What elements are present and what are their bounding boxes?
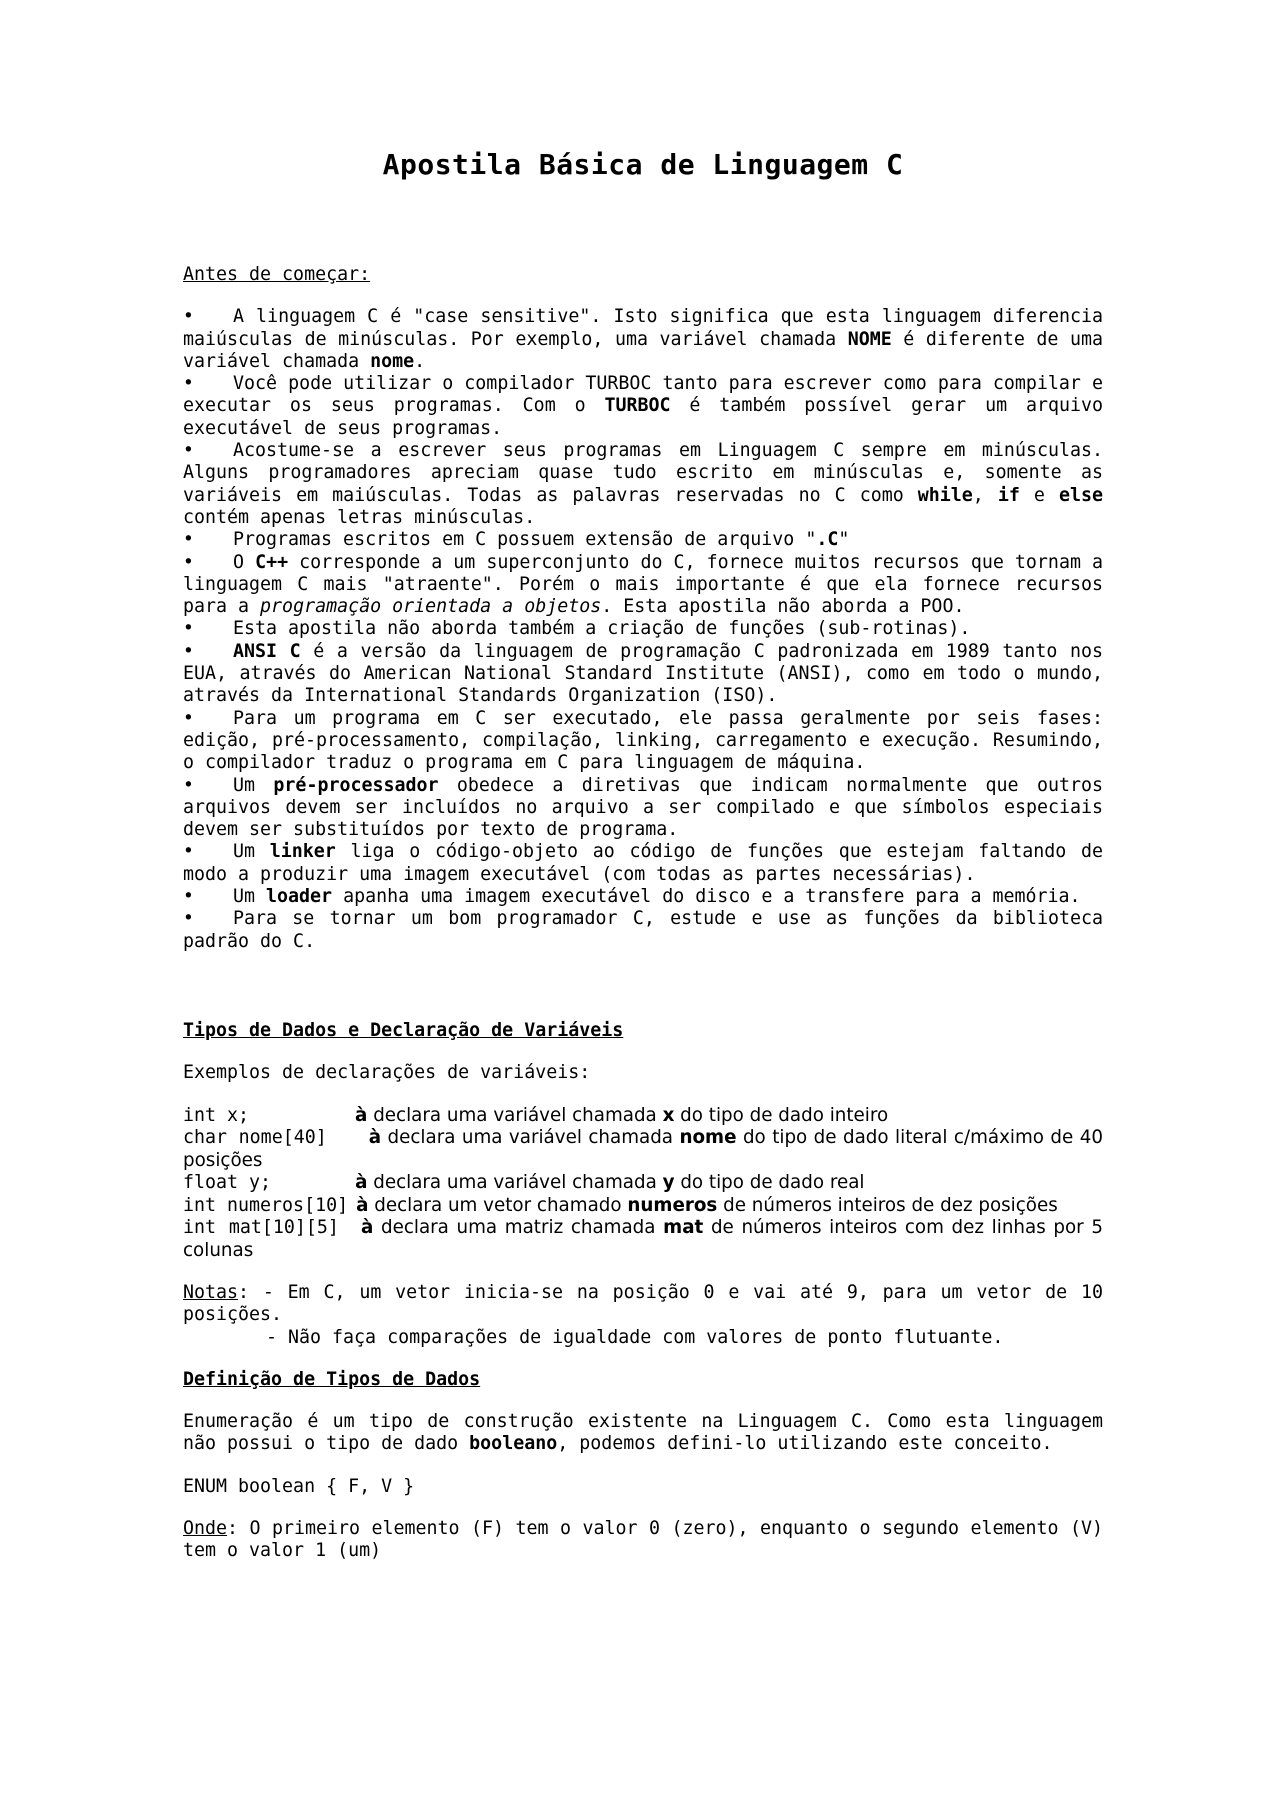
section-heading-antes: Antes de começar: — [183, 264, 371, 285]
onde-paragraph: Onde: O primeiro elemento (F) tem o valor 0 (zero), enquanto o segundo elemento (V) tem o valor 1 (um) — [183, 1518, 1103, 1562]
declaration-row: char nome[40] à declara uma variável chamada nome do tipo de dado literal c/máximo de 40 posições — [183, 1127, 1103, 1171]
list-item: • Um pré-processador obedece a diretivas que indicam normalmente que outros arquivos devem ser incluídos no arquivo a ser compilado e que símbolos especiais devem ser substituídos por texto de programa. — [183, 774, 1103, 841]
declarations-list — [183, 1105, 1103, 1263]
enum-code: ENUM boolean { F, V } — [183, 1475, 415, 1497]
list-item: • Você pode utilizar o compilador TURBOC tanto para escrever como para compilar e executar os seus programas. Com o TURBOC é também possível gerar um arquivo executável de seus programas. — [183, 373, 1104, 439]
section-heading-tipos: Tipos de Dados e Declaração de Variáveis — [183, 1019, 624, 1041]
bullet-icon: • — [183, 618, 194, 640]
declarations-intro: Exemplos de declarações de variáveis: — [183, 1062, 591, 1084]
list-item: • Acostume-se a escrever seus programas em Linguagem C sempre em minúsculas. Alguns programadores apreciam quase tudo escrito em minúsculas e, somente as variáveis em maiúsculas. Todas as palavras reservadas no C como while, if e else contém apenas letras minúsculas. — [183, 440, 1103, 528]
list-item: • Um loader apanha uma imagem executável do disco e a transfere para a memória. — [183, 886, 1081, 908]
bullet-icon: • — [183, 551, 194, 573]
list-item: • Para um programa em C ser executado, ele passa geralmente por seis fases: edição, pré-processamento, compilação, linking, carregamento e execução. Resumindo, o compilador traduz o programa em C para linguagem de máquina. — [183, 707, 1103, 774]
document-content — [183, 264, 1103, 1563]
enum-paragraph: Enumeração é um tipo de construção existente na Linguagem C. Como esta linguagem não possui o tipo de dado booleano, podemos defini-lo utilizando este conceito. — [183, 1411, 1103, 1455]
list-item: • Para se tornar um bom programador C, estude e use as funções da biblioteca padrão do C. — [183, 908, 1103, 952]
page-title: Apostila Básica de Linguagem C — [382, 148, 904, 181]
note-line: - Não faça comparações de igualdade com valores de ponto flutuante. — [266, 1326, 1004, 1348]
notes-label: Notas — [183, 1282, 239, 1303]
section-heading-definicao: Definição de Tipos de Dados — [183, 1368, 481, 1390]
declaration-row: float y; à declara uma variável chamada y do tipo de dado real — [183, 1172, 865, 1193]
list-item: • Esta apostila não aborda também a criação de funções (sub-rotinas). — [183, 618, 971, 640]
bullet-icon: • — [183, 707, 194, 729]
bullet-icon: • — [183, 841, 194, 863]
list-item: • Um linker liga o código-objeto ao código de funções que estejam faltando de modo a produzir uma imagem executável (com todas as partes necessárias). — [183, 841, 1103, 885]
bullet-icon: • — [183, 908, 194, 930]
bullet-icon: • — [183, 306, 194, 328]
declaration-row: int x; à declara uma variável chamada x do tipo de dado inteiro — [183, 1104, 889, 1126]
bullet-icon: • — [183, 373, 194, 395]
bullet-list — [183, 306, 1103, 953]
declaration-row: int mat[10][5] à declara uma matriz chamada mat de números inteiros com dez linhas por 5 colunas — [183, 1217, 1103, 1261]
declaration-row: int numeros[10] à declara um vetor chamado numeros de números inteiros de dez posições — [183, 1194, 1058, 1216]
bullet-icon: • — [183, 640, 194, 662]
bullet-icon: • — [183, 529, 194, 551]
notes-paragraph: Notas: - Em C, um vetor inicia-se na posição 0 e vai até 9, para um vetor de 10 posições. — [183, 1282, 1103, 1326]
onde-label: Onde — [183, 1518, 228, 1540]
list-item: • A linguagem C é "case sensitive". Isto significa que esta linguagem diferencia maiúsculas de minúsculas. Por exemplo, uma variável chamada NOME é diferente de uma variável chamada nome. — [183, 306, 1103, 372]
list-item: • O C++ corresponde a um superconjunto do C, fornece muitos recursos que tornam a linguagem C mais "atraente". Porém o mais importante é que ela fornece recursos para a programação orientada a objetos. Esta apostila não aborda a POO. — [183, 551, 1104, 618]
bullet-icon: • — [183, 774, 194, 796]
list-item: • Programas escritos em C possuem extensão de arquivo ".C" — [183, 529, 850, 551]
bullet-icon: • — [183, 440, 194, 462]
bullet-icon: • — [183, 886, 194, 908]
list-item: • ANSI C é a versão da linguagem de programação C padronizada em 1989 tanto nos EUA, através do American National Standard Institute (ANSI), como em todo o mundo, através da International Standards Organization (ISO). — [183, 640, 1103, 707]
